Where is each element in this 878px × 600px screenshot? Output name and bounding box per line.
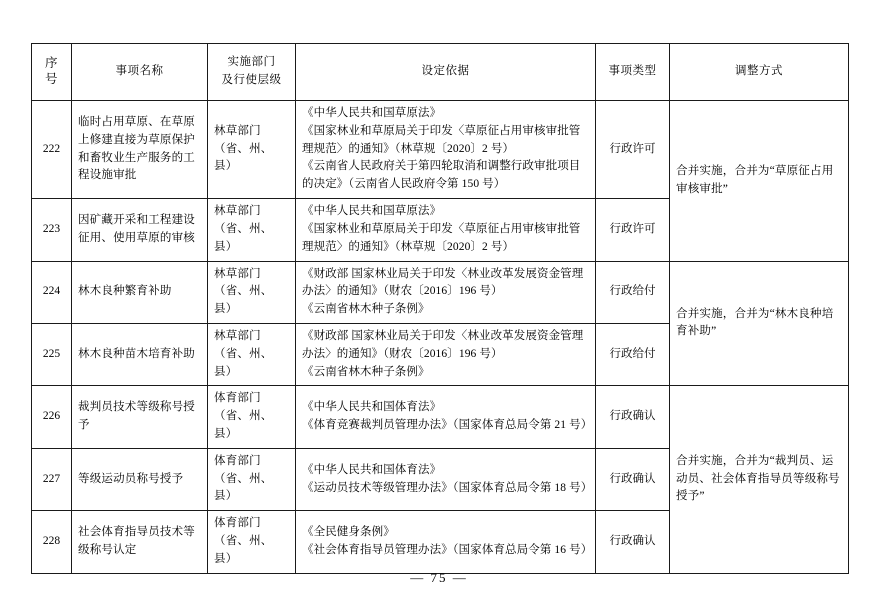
- cell-item-name: 因矿藏开采和工程建设征用、使用草原的审核: [72, 199, 208, 261]
- cell-basis: [296, 323, 596, 385]
- basis-line: 《财政部 国家林业局关于印发〈林业改革发展资金管理办法〉的通知》（财农〔2016〕196 号）: [302, 329, 584, 360]
- cell-adjustment: 合并实施，合并为“林木良种培育补助”: [670, 261, 849, 386]
- table-container: [31, 43, 848, 574]
- cell-item-name: 林木良种繁育补助: [72, 261, 208, 323]
- cell-seq: 226: [32, 386, 72, 448]
- cell-seq: 222: [32, 101, 72, 199]
- table-row: [32, 101, 849, 199]
- basis-line: 《体育竞赛裁判员管理办法》（国家体育总局令第 21 号）: [302, 419, 593, 432]
- cell-basis: [296, 199, 596, 261]
- cell-item-type: 行政给付: [596, 261, 670, 323]
- cell-item-type: 行政许可: [596, 101, 670, 199]
- basis-line: 《中华人民共和国体育法》: [302, 463, 442, 476]
- cell-seq: 225: [32, 323, 72, 385]
- cell-basis: [296, 448, 596, 510]
- table-row: [32, 386, 849, 448]
- cell-seq: 228: [32, 511, 72, 573]
- cell-adjustment: 合并实施，合并为“裁判员、运动员、社会体育指导员等级称号授予”: [670, 386, 849, 573]
- cell-department: 林草部门（省、州、县）: [208, 323, 296, 385]
- column-header-item-name: 事项名称: [72, 44, 208, 101]
- cell-basis: [296, 261, 596, 323]
- cell-department: 体育部门（省、州、县）: [208, 448, 296, 510]
- basis-line: 《国家林业和草原局关于印发〈草原征占用审核审批管理规范〉的通知》（林草规〔2020〕2 号）: [302, 124, 581, 155]
- basis-line: 《中华人民共和国草原法》: [302, 205, 442, 218]
- basis-line: 《财政部 国家林业局关于印发〈林业改革发展资金管理办法〉的通知》（财农〔2016〕196 号）: [302, 267, 584, 298]
- cell-department: 林草部门（省、州、县）: [208, 261, 296, 323]
- basis-line: 《云南省人民政府关于第四轮取消和调整行政审批项目的决定》（云南省人民政府令第 150 号）: [302, 160, 581, 191]
- table-header: [32, 44, 849, 101]
- column-header-seq: [32, 44, 72, 101]
- basis-line: 《全民健身条例》: [302, 526, 395, 539]
- cell-department: 林草部门（省、州、县）: [208, 101, 296, 199]
- administrative-items-table: [31, 43, 849, 574]
- basis-line: 《中华人民共和国草原法》: [302, 107, 442, 119]
- basis-line: 《运动员技术等级管理办法》（国家体育总局令第 18 号）: [302, 481, 593, 494]
- basis-line: 《中华人民共和国体育法》: [302, 401, 442, 414]
- cell-item-type: 行政确认: [596, 386, 670, 448]
- table-row: [32, 261, 849, 323]
- column-header-department-line2: 及行使层级: [221, 74, 282, 86]
- column-header-seq-line1: 序: [44, 56, 58, 71]
- cell-item-type: 行政确认: [596, 448, 670, 510]
- cell-department: 体育部门（省、州、县）: [208, 511, 296, 573]
- cell-seq: 227: [32, 448, 72, 510]
- column-header-seq-line2: 号: [44, 72, 58, 86]
- cell-basis: [296, 511, 596, 573]
- cell-adjustment: 合并实施，合并为“草原征占用审核审批”: [670, 101, 849, 262]
- cell-basis: [296, 386, 596, 448]
- cell-department: 体育部门（省、州、县）: [208, 386, 296, 448]
- cell-department: 林草部门（省、州、县）: [208, 199, 296, 261]
- column-header-basis: 设定依据: [296, 44, 596, 101]
- basis-line: 《社会体育指导员管理办法》（国家体育总局令第 16 号）: [302, 543, 593, 556]
- column-header-adjustment: 调整方式: [670, 44, 849, 101]
- page-number: — 75 —: [410, 570, 468, 585]
- cell-item-type: 行政许可: [596, 199, 670, 261]
- basis-line: 《云南省林木种子条例》: [302, 303, 430, 316]
- cell-seq: 223: [32, 199, 72, 261]
- table-header-row: [32, 44, 849, 101]
- cell-item-type: 行政给付: [596, 323, 670, 385]
- basis-line: 《云南省林木种子条例》: [302, 365, 430, 378]
- cell-item-name: 等级运动员称号授予: [72, 448, 208, 510]
- column-header-department-line1: 实施部门: [227, 56, 276, 69]
- basis-line: 《国家林业和草原局关于印发〈草原征占用审核审批管理规范〉的通知》（林草规〔2020〕2 号）: [302, 222, 581, 253]
- cell-item-name: 临时占用草原、在草原上修建直接为草原保护和畜牧业生产服务的工程设施审批: [72, 101, 208, 199]
- cell-item-type: 行政确认: [596, 511, 670, 573]
- cell-item-name: 林木良种苗木培育补助: [72, 323, 208, 385]
- column-header-department: [208, 44, 296, 101]
- cell-basis: [296, 101, 596, 199]
- cell-item-name: 裁判员技术等级称号授予: [72, 386, 208, 448]
- column-header-item-type: 事项类型: [596, 44, 670, 101]
- cell-item-name: 社会体育指导员技术等级称号认定: [72, 511, 208, 573]
- table-body: [32, 101, 849, 574]
- cell-seq: 224: [32, 261, 72, 323]
